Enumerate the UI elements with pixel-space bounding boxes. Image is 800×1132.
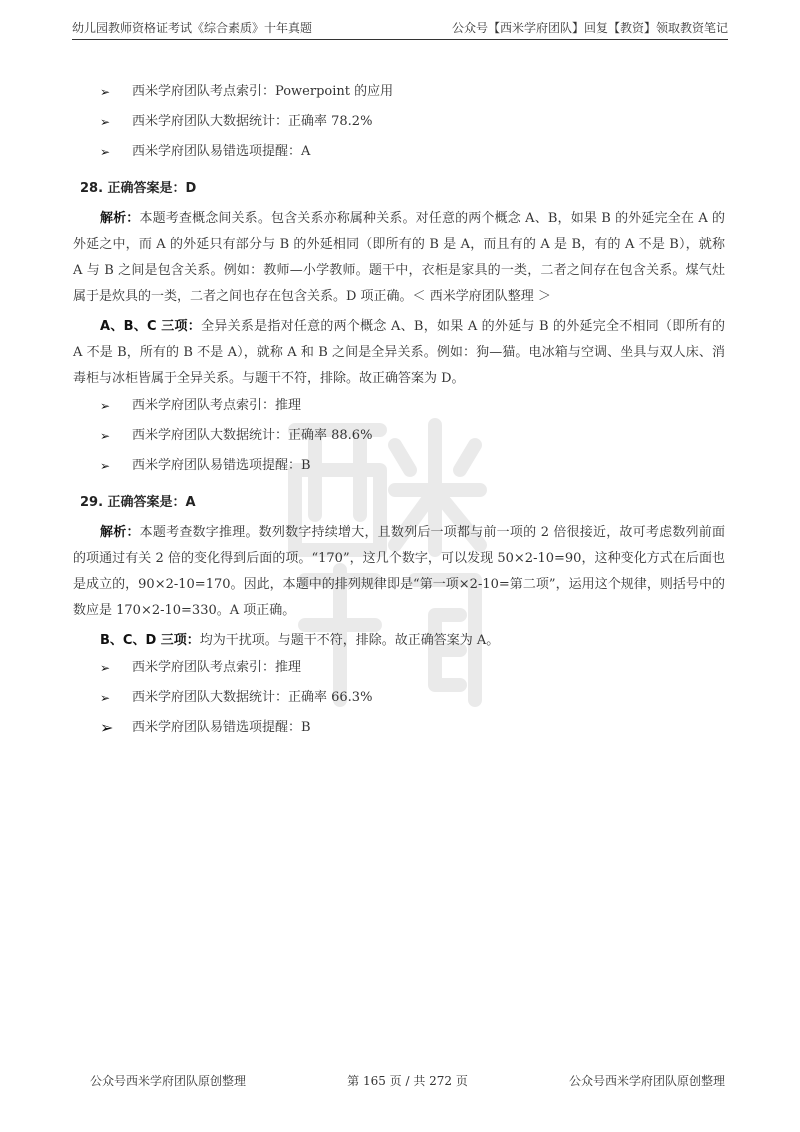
arrow-bullet-icon: ➢ [100,691,111,705]
page-content [73,82,725,748]
header-right-note: 公众号【西米学府团队】回复【教资】领取教资笔记 [451,21,728,35]
arrow-bullet-icon: ➢ [100,85,111,99]
question-29-analysis: 解析：本题考查数字推理。数列数字持续增大，且数列后一项都与前一项的 2 倍很接近，故可考虑数列前面的项通过有关 2 倍的变化得到后面的项。“170”，这几个数字，可以发现 50×2-10=90，这种变化方式在后面也是成立的，90×2-10=170。因此，本题中的排列规律即是“第一项×2-10=第二项”，运用这个规律，则括号中的数应是 170×2-10=330。A 项正确。 [73,525,725,618]
arrow-bullet-icon: ➢ [100,115,111,129]
footer-right-note: 公众号西米学府团队原创整理 [568,1074,725,1088]
arrow-bullet-icon: ➢ [100,718,114,737]
page-footer [90,1072,725,1089]
page-header [72,14,728,40]
arrow-bullet-icon: ➢ [100,145,111,159]
question-28-title: 28. 正确答案是：D [80,181,197,196]
arrow-bullet-icon: ➢ [100,459,111,473]
list-item: ➢ 西米学府团队大数据统计：正确率 88.6% [100,426,725,456]
question-29-options: B、C、D 三项：均为干扰项。与题干不符，排除。故正确答案为 A。 [100,633,500,648]
list-item: ➢ 西米学府团队考点索引：推理 [100,658,725,688]
list-item: ➢ 西米学府团队大数据统计：正确率 78.2% [100,112,725,142]
list-item: ➢ 西米学府团队考点索引：Powerpoint 的应用 [100,82,725,112]
list-item: ➢ 西米学府团队易错选项提醒：B [100,718,311,737]
arrow-bullet-icon: ➢ [100,429,111,443]
list-item: ➢ 西米学府团队考点索引：推理 [100,396,725,426]
header-left-title: 幼儿园教师资格证考试《综合素质》十年真题 [72,21,313,35]
footer-left-note: 公众号西米学府团队原创整理 [90,1074,247,1088]
question-28-analysis: 解析：本题考查概念间关系。包含关系亦称属种关系。对任意的两个概念 A、B，如果 B 的外延完全在 A 的外延之中，而 A 的外延只有部分与 B 的外延相同（即所有的 B 是 A，而且有的 A 是 B，有的 A 不是 B），就称 A 与 B 之间是包含关系。例如：教师—小学教师。题干中，衣柜是家具的一类，二者之间存在包含关系。煤气灶属于是炊具的一类，二者之间也存在包含关系。D 项正确。＜ 西米学府团队整理 ＞ [73,211,725,304]
arrow-bullet-icon: ➢ [100,399,111,413]
list-item: ➢ 西米学府团队大数据统计：正确率 66.3% [100,688,725,718]
page-number: 第 165 页 / 共 272 页 [347,1074,468,1088]
arrow-bullet-icon: ➢ [100,661,111,675]
list-item: ➢ 西米学府团队易错选项提醒：A [100,142,725,172]
question-29-title: 29. 正确答案是：A [80,495,196,510]
question-28-options: A、B、C 三项：全异关系是指对任意的两个概念 A、B，如果 A 的外延与 B 的外延完全不相同（即所有的 A 不是 B，所有的 B 不是 A），就称 A 和 B 之间是全异关系。例如：狗—猫。电冰箱与空调、坐具与双人床、消毒柜与冰柜皆属于全异关系。与题干不符，排除。故正确答案为 D。 [73,319,725,386]
list-item: ➢ 西米学府团队易错选项提醒：B [100,456,725,486]
